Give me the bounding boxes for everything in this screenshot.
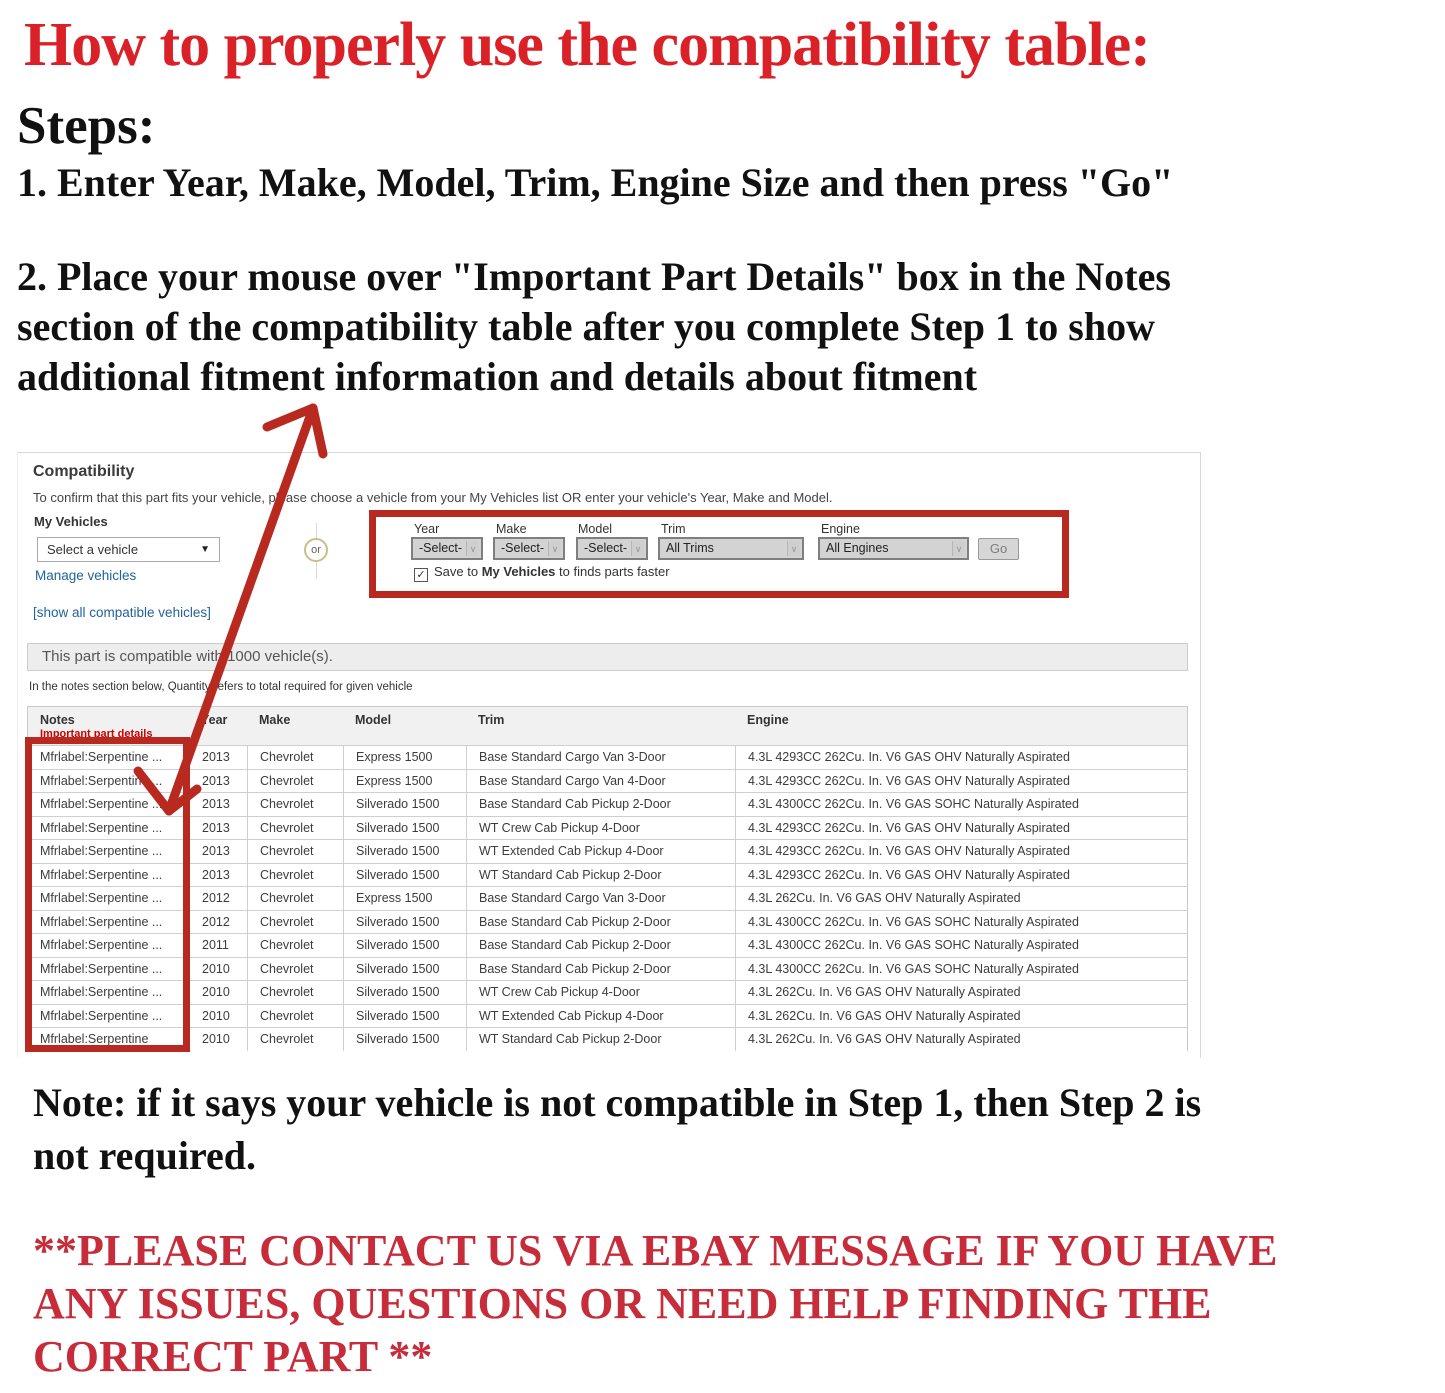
- cell-make: Chevrolet: [247, 840, 343, 863]
- chevron-down-icon: ∨: [466, 541, 479, 556]
- year-select-value: -Select-: [419, 541, 463, 555]
- cell-year: 2013: [189, 793, 247, 816]
- table-row: [28, 816, 1187, 840]
- cell-trim: Base Standard Cargo Van 4-Door: [466, 770, 735, 793]
- cell-notes[interactable]: Mfrlabel:Serpentine ...: [40, 820, 163, 835]
- page-title: How to properly use the compatibility table:: [24, 11, 1150, 79]
- cell-make: Chevrolet: [247, 911, 343, 934]
- cell-year: 2010: [189, 958, 247, 981]
- cell-model: Silverado 1500: [343, 958, 466, 981]
- chevron-down-icon: ∨: [787, 541, 800, 556]
- compatibility-table: [27, 706, 1188, 1051]
- cell-trim: Base Standard Cab Pickup 2-Door: [466, 793, 735, 816]
- step-2-line-3: additional fitment information and details about fitment: [17, 354, 978, 399]
- cell-model: Silverado 1500: [343, 817, 466, 840]
- step-2-line-2: section of the compatibility table after you complete Step 1 to show: [17, 304, 1156, 349]
- cell-notes[interactable]: Mfrlabel:Serpentine ...: [40, 1008, 163, 1023]
- model-select-value: -Select-: [584, 541, 628, 555]
- year-select[interactable]: [411, 537, 483, 560]
- cell-trim: Base Standard Cargo Van 3-Door: [466, 746, 735, 769]
- cell-engine: 4.3L 262Cu. In. V6 GAS OHV Naturally Aspirated: [735, 981, 1187, 1004]
- cell-engine: 4.3L 4300CC 262Cu. In. V6 GAS SOHC Naturally Aspirated: [735, 911, 1187, 934]
- cell-notes[interactable]: Mfrlabel:Serpentine ...: [40, 961, 163, 976]
- model-label: Model: [578, 522, 613, 536]
- make-label: Make: [496, 522, 527, 536]
- header-notes-label: Notes: [40, 713, 75, 727]
- cell-year: 2013: [189, 864, 247, 887]
- dropdown-arrow-icon: ▼: [200, 544, 210, 555]
- cell-model: Silverado 1500: [343, 1028, 466, 1051]
- table-row: [28, 910, 1187, 934]
- engine-select[interactable]: [818, 537, 969, 560]
- cell-trim: Base Standard Cab Pickup 2-Door: [466, 934, 735, 957]
- cell-engine: 4.3L 262Cu. In. V6 GAS OHV Naturally Aspirated: [735, 1005, 1187, 1028]
- cell-model: Silverado 1500: [343, 840, 466, 863]
- cell-make: Chevrolet: [247, 1005, 343, 1028]
- compatible-count-bar: This part is compatible with 1000 vehicle(s).: [27, 643, 1188, 671]
- compatibility-panel: [17, 452, 1201, 1058]
- cell-model: Express 1500: [343, 887, 466, 910]
- cell-make: Chevrolet: [247, 817, 343, 840]
- cell-year: 2010: [189, 1028, 247, 1051]
- contact-line-1: **PLEASE CONTACT US VIA EBAY MESSAGE IF YOU HAVE: [33, 1226, 1278, 1275]
- cell-trim: WT Standard Cab Pickup 2-Door: [466, 1028, 735, 1051]
- step-1-text: 1. Enter Year, Make, Model, Trim, Engine Size and then press "Go": [17, 160, 1174, 205]
- table-row: [28, 1004, 1187, 1028]
- cell-year: 2010: [189, 981, 247, 1004]
- note-line-1: Note: if it says your vehicle is not compatible in Step 1, then Step 2 is: [33, 1080, 1202, 1125]
- table-row: [28, 745, 1187, 769]
- chevron-down-icon: ∨: [631, 541, 644, 556]
- cell-trim: Base Standard Cab Pickup 2-Door: [466, 911, 735, 934]
- cell-trim: Base Standard Cab Pickup 2-Door: [466, 958, 735, 981]
- save-to-vehicles-row: [414, 564, 670, 580]
- make-select[interactable]: [493, 537, 565, 560]
- cell-notes[interactable]: Mfrlabel:Serpentine ...: [40, 867, 163, 882]
- vehicle-select[interactable]: [37, 537, 220, 562]
- cell-make: Chevrolet: [247, 746, 343, 769]
- manage-vehicles-link[interactable]: Manage vehicles: [35, 568, 137, 583]
- cell-year: 2013: [189, 817, 247, 840]
- cell-notes[interactable]: Mfrlabel:Serpentine ...: [40, 914, 163, 929]
- cell-make: Chevrolet: [247, 770, 343, 793]
- cell-trim: WT Extended Cab Pickup 4-Door: [466, 840, 735, 863]
- cell-year: 2010: [189, 1005, 247, 1028]
- table-row: [28, 1027, 1187, 1051]
- contact-line-3: CORRECT PART **: [33, 1332, 433, 1381]
- cell-trim: WT Crew Cab Pickup 4-Door: [466, 817, 735, 840]
- save-checkbox[interactable]: ✓: [414, 568, 428, 582]
- cell-make: Chevrolet: [247, 934, 343, 957]
- engine-select-value: All Engines: [826, 541, 889, 555]
- cell-year: 2013: [189, 746, 247, 769]
- table-row: [28, 933, 1187, 957]
- header-model: Model: [355, 713, 392, 727]
- cell-notes[interactable]: Mfrlabel:Serpentine ...: [40, 750, 163, 764]
- cell-engine: 4.3L 4293CC 262Cu. In. V6 GAS OHV Naturally Aspirated: [735, 770, 1187, 793]
- cell-year: 2013: [189, 770, 247, 793]
- table-row: [28, 792, 1187, 816]
- cell-notes[interactable]: Mfrlabel:Serpentine ...: [40, 773, 163, 788]
- cell-model: Silverado 1500: [343, 934, 466, 957]
- cell-notes[interactable]: Mfrlabel:Serpentine ...: [40, 938, 163, 952]
- cell-engine: 4.3L 4300CC 262Cu. In. V6 GAS SOHC Naturally Aspirated: [735, 793, 1187, 816]
- cell-make: Chevrolet: [247, 793, 343, 816]
- table-header-row: [28, 707, 1187, 745]
- cell-notes[interactable]: Mfrlabel:Serpentine ...: [40, 891, 163, 905]
- contact-line-2: ANY ISSUES, QUESTIONS OR NEED HELP FINDING THE: [33, 1279, 1212, 1328]
- cell-trim: Base Standard Cargo Van 3-Door: [466, 887, 735, 910]
- table-row: [28, 839, 1187, 863]
- cell-year: 2012: [189, 887, 247, 910]
- cell-engine: 4.3L 4293CC 262Cu. In. V6 GAS OHV Naturally Aspirated: [735, 864, 1187, 887]
- cell-year: 2011: [189, 934, 247, 957]
- cell-model: Silverado 1500: [343, 793, 466, 816]
- show-all-compatible-link[interactable]: [show all compatible vehicles]: [33, 605, 211, 620]
- cell-make: Chevrolet: [247, 864, 343, 887]
- chevron-down-icon: ∨: [952, 541, 965, 556]
- step-2-line-1: 2. Place your mouse over "Important Part Details" box in the Notes: [17, 254, 1171, 299]
- trim-select[interactable]: [658, 537, 804, 560]
- engine-label: Engine: [821, 522, 860, 536]
- cell-make: Chevrolet: [247, 958, 343, 981]
- header-year: Year: [201, 713, 228, 727]
- save-text-bold: My Vehicles: [481, 564, 556, 579]
- panel-heading: Compatibility: [33, 463, 135, 480]
- table-row: [28, 886, 1187, 910]
- note-line-2: not required.: [33, 1133, 256, 1178]
- header-trim: Trim: [478, 713, 505, 727]
- important-part-details-label[interactable]: Important part details: [40, 728, 153, 740]
- cell-notes[interactable]: Mfrlabel:Serpentine ...: [40, 797, 163, 811]
- cell-engine: 4.3L 4300CC 262Cu. In. V6 GAS SOHC Naturally Aspirated: [735, 934, 1187, 957]
- cell-engine: 4.3L 4293CC 262Cu. In. V6 GAS OHV Naturally Aspirated: [735, 817, 1187, 840]
- cell-trim: WT Extended Cab Pickup 4-Door: [466, 1005, 735, 1028]
- steps-heading: Steps:: [17, 97, 156, 155]
- cell-notes[interactable]: Mfrlabel:Serpentine ...: [40, 985, 163, 999]
- year-label: Year: [414, 522, 440, 536]
- panel-description: To confirm that this part fits your vehicle, please choose a vehicle from your My Vehicles list OR enter your vehicle's Year, Make and Model.: [33, 490, 833, 505]
- cell-year: 2012: [189, 911, 247, 934]
- cell-make: Chevrolet: [247, 887, 343, 910]
- cell-year: 2013: [189, 840, 247, 863]
- cell-model: Silverado 1500: [343, 864, 466, 887]
- notes-hint-text: In the notes section below, Quantity refers to total required for given vehicle: [29, 681, 413, 693]
- table-row: [28, 980, 1187, 1004]
- vehicle-select-value: Select a vehicle: [47, 542, 139, 557]
- cell-engine: 4.3L 4300CC 262Cu. In. V6 GAS SOHC Naturally Aspirated: [735, 958, 1187, 981]
- cell-engine: 4.3L 4293CC 262Cu. In. V6 GAS OHV Naturally Aspirated: [735, 746, 1187, 769]
- cell-make: Chevrolet: [247, 981, 343, 1004]
- cell-model: Silverado 1500: [343, 981, 466, 1004]
- table-row: [28, 863, 1187, 887]
- header-engine: Engine: [747, 713, 789, 727]
- cell-model: Express 1500: [343, 746, 466, 769]
- trim-select-value: All Trims: [666, 541, 714, 555]
- contact-text: [33, 1224, 1278, 1383]
- chevron-down-icon: ∨: [548, 541, 561, 556]
- step-2-text: [17, 252, 1171, 402]
- header-notes: [28, 707, 189, 745]
- table-row: [28, 769, 1187, 793]
- or-badge: or: [304, 538, 328, 562]
- model-select[interactable]: [576, 537, 648, 560]
- cell-model: Express 1500: [343, 770, 466, 793]
- cell-engine: 4.3L 262Cu. In. V6 GAS OHV Naturally Aspirated: [735, 1028, 1187, 1051]
- cell-trim: WT Standard Cab Pickup 2-Door: [466, 864, 735, 887]
- table-row: [28, 957, 1187, 981]
- save-text-suffix: to finds parts faster: [555, 564, 670, 579]
- cell-notes[interactable]: Mfrlabel:Serpentine: [40, 1032, 149, 1046]
- trim-label: Trim: [661, 522, 686, 536]
- cell-notes[interactable]: Mfrlabel:Serpentine ...: [40, 844, 163, 858]
- go-button[interactable]: Go: [978, 538, 1019, 560]
- cell-model: Silverado 1500: [343, 911, 466, 934]
- note-text: [33, 1076, 1201, 1182]
- cell-engine: 4.3L 4293CC 262Cu. In. V6 GAS OHV Naturally Aspirated: [735, 840, 1187, 863]
- cell-make: Chevrolet: [247, 1028, 343, 1051]
- cell-engine: 4.3L 262Cu. In. V6 GAS OHV Naturally Aspirated: [735, 887, 1187, 910]
- cell-model: Silverado 1500: [343, 1005, 466, 1028]
- cell-trim: WT Crew Cab Pickup 4-Door: [466, 981, 735, 1004]
- save-text-prefix: Save to: [434, 564, 482, 579]
- my-vehicles-label: My Vehicles: [34, 514, 108, 529]
- make-select-value: -Select-: [501, 541, 545, 555]
- header-make: Make: [259, 713, 291, 727]
